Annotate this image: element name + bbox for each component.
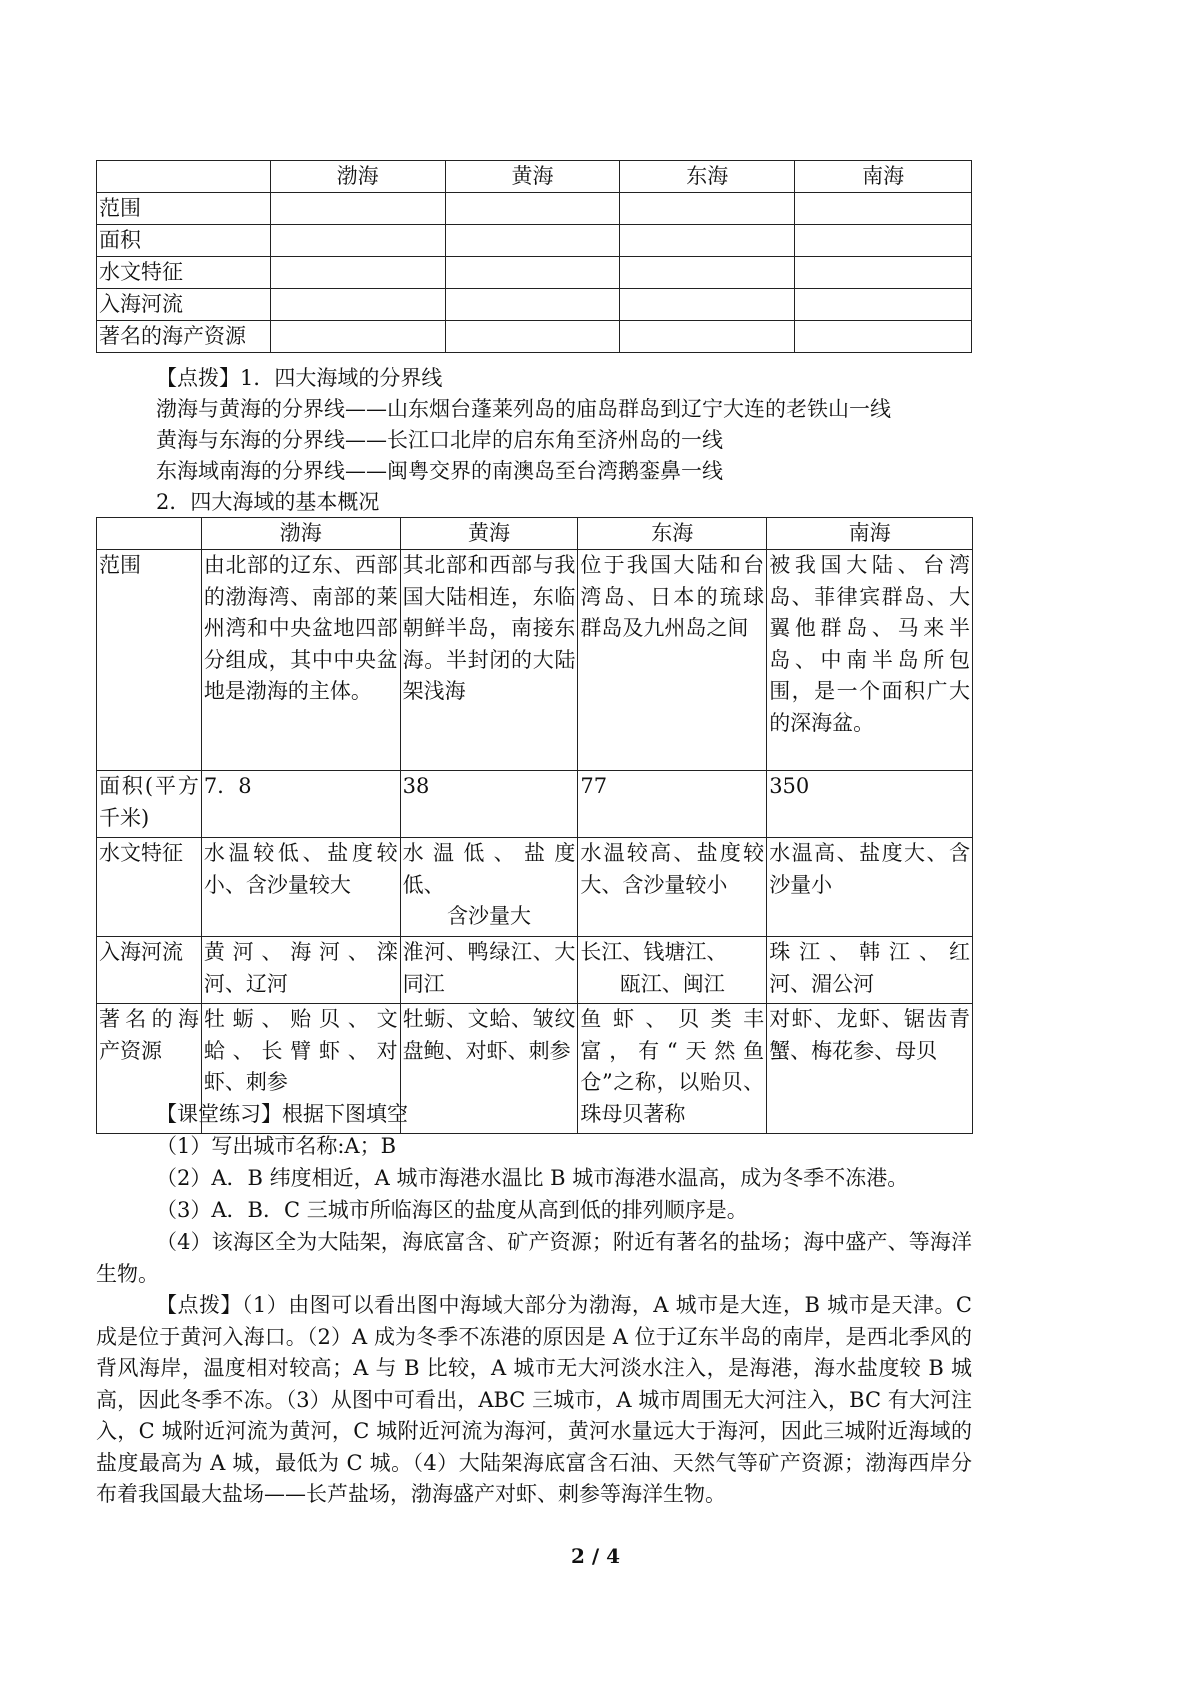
row-label: 著名的海产资源 [97,321,271,353]
table-row-range [97,550,973,771]
tip-heading: 【点拨】1．四大海域的分界线 [156,366,443,390]
seas-overview-table [96,517,973,1134]
table-cell: 被我国大陆、台湾岛、菲律宾群岛、大翼他群岛、马来半岛、中南半岛所包围，是一个面积广大的深海盆。 [767,550,973,771]
blank-cell [795,193,972,225]
table-cell: 水温较低、盐度较小、含沙量较大 [201,838,400,937]
table-row [97,289,972,321]
table-cell: 77 [578,771,767,838]
header-cell [97,518,202,550]
cell-line: 含沙量大 [447,904,532,928]
table-cell: 淮河、鸭绿江、大同江 [400,937,578,1004]
cell-line: 水 温 低 、 盐 度 低、 [402,841,576,897]
table-cell: 7．8 [201,771,400,838]
blank-cell [445,321,620,353]
table-cell: 水温高、盐度大、含沙量小 [767,838,973,937]
table-row [97,193,972,225]
blank-cell [620,193,795,225]
table-cell: 38 [400,771,578,838]
table-cell: 水温较高、盐度较大、含沙量较小 [578,838,767,937]
row-label: 范围 [97,193,271,225]
header-cell-nanhai: 南海 [767,518,973,550]
blank-cell [270,289,445,321]
header-cell-bohai: 渤海 [270,161,445,193]
header-cell-nanhai: 南海 [795,161,972,193]
question-2: （2）A．B 纬度相近，A 城市海港水温比 B 城市海港水温高，成为冬季不冻港。 [156,1166,909,1190]
table-row-area [97,771,973,838]
cell-line: 长江、钱塘江、 [580,940,728,964]
cell-line: 瓯江、闽江 [619,971,725,996]
blank-cell [270,193,445,225]
blank-cell [620,257,795,289]
table-cell: 鱼 虾 、 贝 类 丰 富，有“天然鱼仓”之称，以贻贝、珠母贝著称 [578,1004,767,1134]
question-3: （3）A．B．C 三城市所临海区的盐度从高到低的排列顺序是。 [156,1198,748,1222]
blank-cell [445,257,620,289]
header-cell-bohai: 渤海 [201,518,400,550]
blank-cell [795,257,972,289]
row-label: 著名的海产资源 [97,1004,202,1134]
blank-cell [795,321,972,353]
blank-cell [445,193,620,225]
blank-cell [445,289,620,321]
table-row-rivers [97,937,973,1004]
blank-cell [795,289,972,321]
blank-cell [795,225,972,257]
table-row [97,225,972,257]
table-header-row [97,161,972,193]
blank-cell [270,257,445,289]
row-label: 水文特征 [97,257,271,289]
row-label: 范围 [97,550,202,771]
practice-heading: 【课堂练习】根据下图填空 [156,1102,408,1126]
blank-cell [620,321,795,353]
table-row [97,321,972,353]
table-row [97,257,972,289]
row-label: 入海河流 [97,937,202,1004]
blank-cell [445,225,620,257]
table-header-row [97,518,973,550]
blank-cell [620,289,795,321]
section-subheading: 2．四大海域的基本概况 [156,490,380,514]
boundary-line-1: 渤海与黄海的分界线——山东烟台蓬莱列岛的庙岛群岛到辽宁大连的老铁山一线 [156,397,891,421]
table-cell: 对虾、龙虾、锯齿青蟹、梅花参、母贝 [767,1004,973,1134]
question-4: （4）该海区全为大陆架，海底富含、矿产资源；附近有著名的盐场；海中盛产、等海洋生物。 [96,1230,972,1286]
header-cell-huanghai: 黄海 [445,161,620,193]
table-cell: 牡蛎、文蛤、皱纹盘鲍、对虾、刺参 [400,1004,578,1134]
table-cell [400,838,578,937]
blank-cell [270,321,445,353]
row-label: 水文特征 [97,838,202,937]
question-1: （1）写出城市名称:A；B [156,1134,397,1158]
row-label: 面积(平方千米) [97,771,202,838]
table-cell: 其北部和西部与我国大陆相连，东临朝鲜半岛，南接东海。半封闭的大陆架浅海 [400,550,578,771]
boundary-line-2: 黄海与东海的分界线——长江口北岸的启东角至济州岛的一线 [156,428,723,452]
table-cell: 珠 江 、 韩 江 、 红 河、湄公河 [767,937,973,1004]
blank-seas-table [96,160,972,353]
table-cell: 350 [767,771,973,838]
row-label: 入海河流 [97,289,271,321]
table-cell: 由北部的辽东、西部的渤海湾、南部的莱州湾和中央盆地四部分组成，其中中央盆地是渤海的主体。 [201,550,400,771]
header-cell-donghai: 东海 [620,161,795,193]
boundary-line-3: 东海域南海的分界线——闽粤交界的南澳岛至台湾鹅銮鼻一线 [156,459,723,483]
table-cell: 黄 河 、 海 河 、 滦 河、辽河 [201,937,400,1004]
row-label: 面积 [97,225,271,257]
blank-cell [620,225,795,257]
table-row-hydrology [97,838,973,937]
header-cell [97,161,271,193]
header-cell-huanghai: 黄海 [400,518,578,550]
table-cell [578,937,767,1004]
header-cell-donghai: 东海 [578,518,767,550]
blank-cell [270,225,445,257]
answer-explanation: 【点拨】（1）由图可以看出图中海域大部分为渤海，A 城市是大连，B 城市是天津。C 成是位于黄河入海口。（2）A 成为冬季不冻港的原因是 A 位于辽东半岛的南岸，是西北季风的背风海岸，温度相对较高；A 与 B 比较，A 城市无大河淡水注入，是海港，海水盐度较 B 城高，因此冬季不冻。（3）从图中可看出，ABC 三城市，A 城市周围无大河注入，BC 有大河注入，C 城附近河流为黄河，C 城附近河流为海河，黄河水量远大于海河，因此三城附近海域的盐度最高为 A 城，最低为 C 城。（4）大陆架海底富含石油、天然气等矿产资源；渤海西岸分布着我国最大盐场——长芦盐场，渤海盛产对虾、刺参等海洋生物。 [96,1293,972,1506]
page-number: 2 / 4 [570,1544,621,1568]
table-cell: 牡 蛎 、 贻 贝 、 文 蛤 、 长 臂 虾 、 对 虾、刺参 [201,1004,400,1134]
table-cell: 位于我国大陆和台湾岛、日本的琉球群岛及九州岛之间 [578,550,767,771]
